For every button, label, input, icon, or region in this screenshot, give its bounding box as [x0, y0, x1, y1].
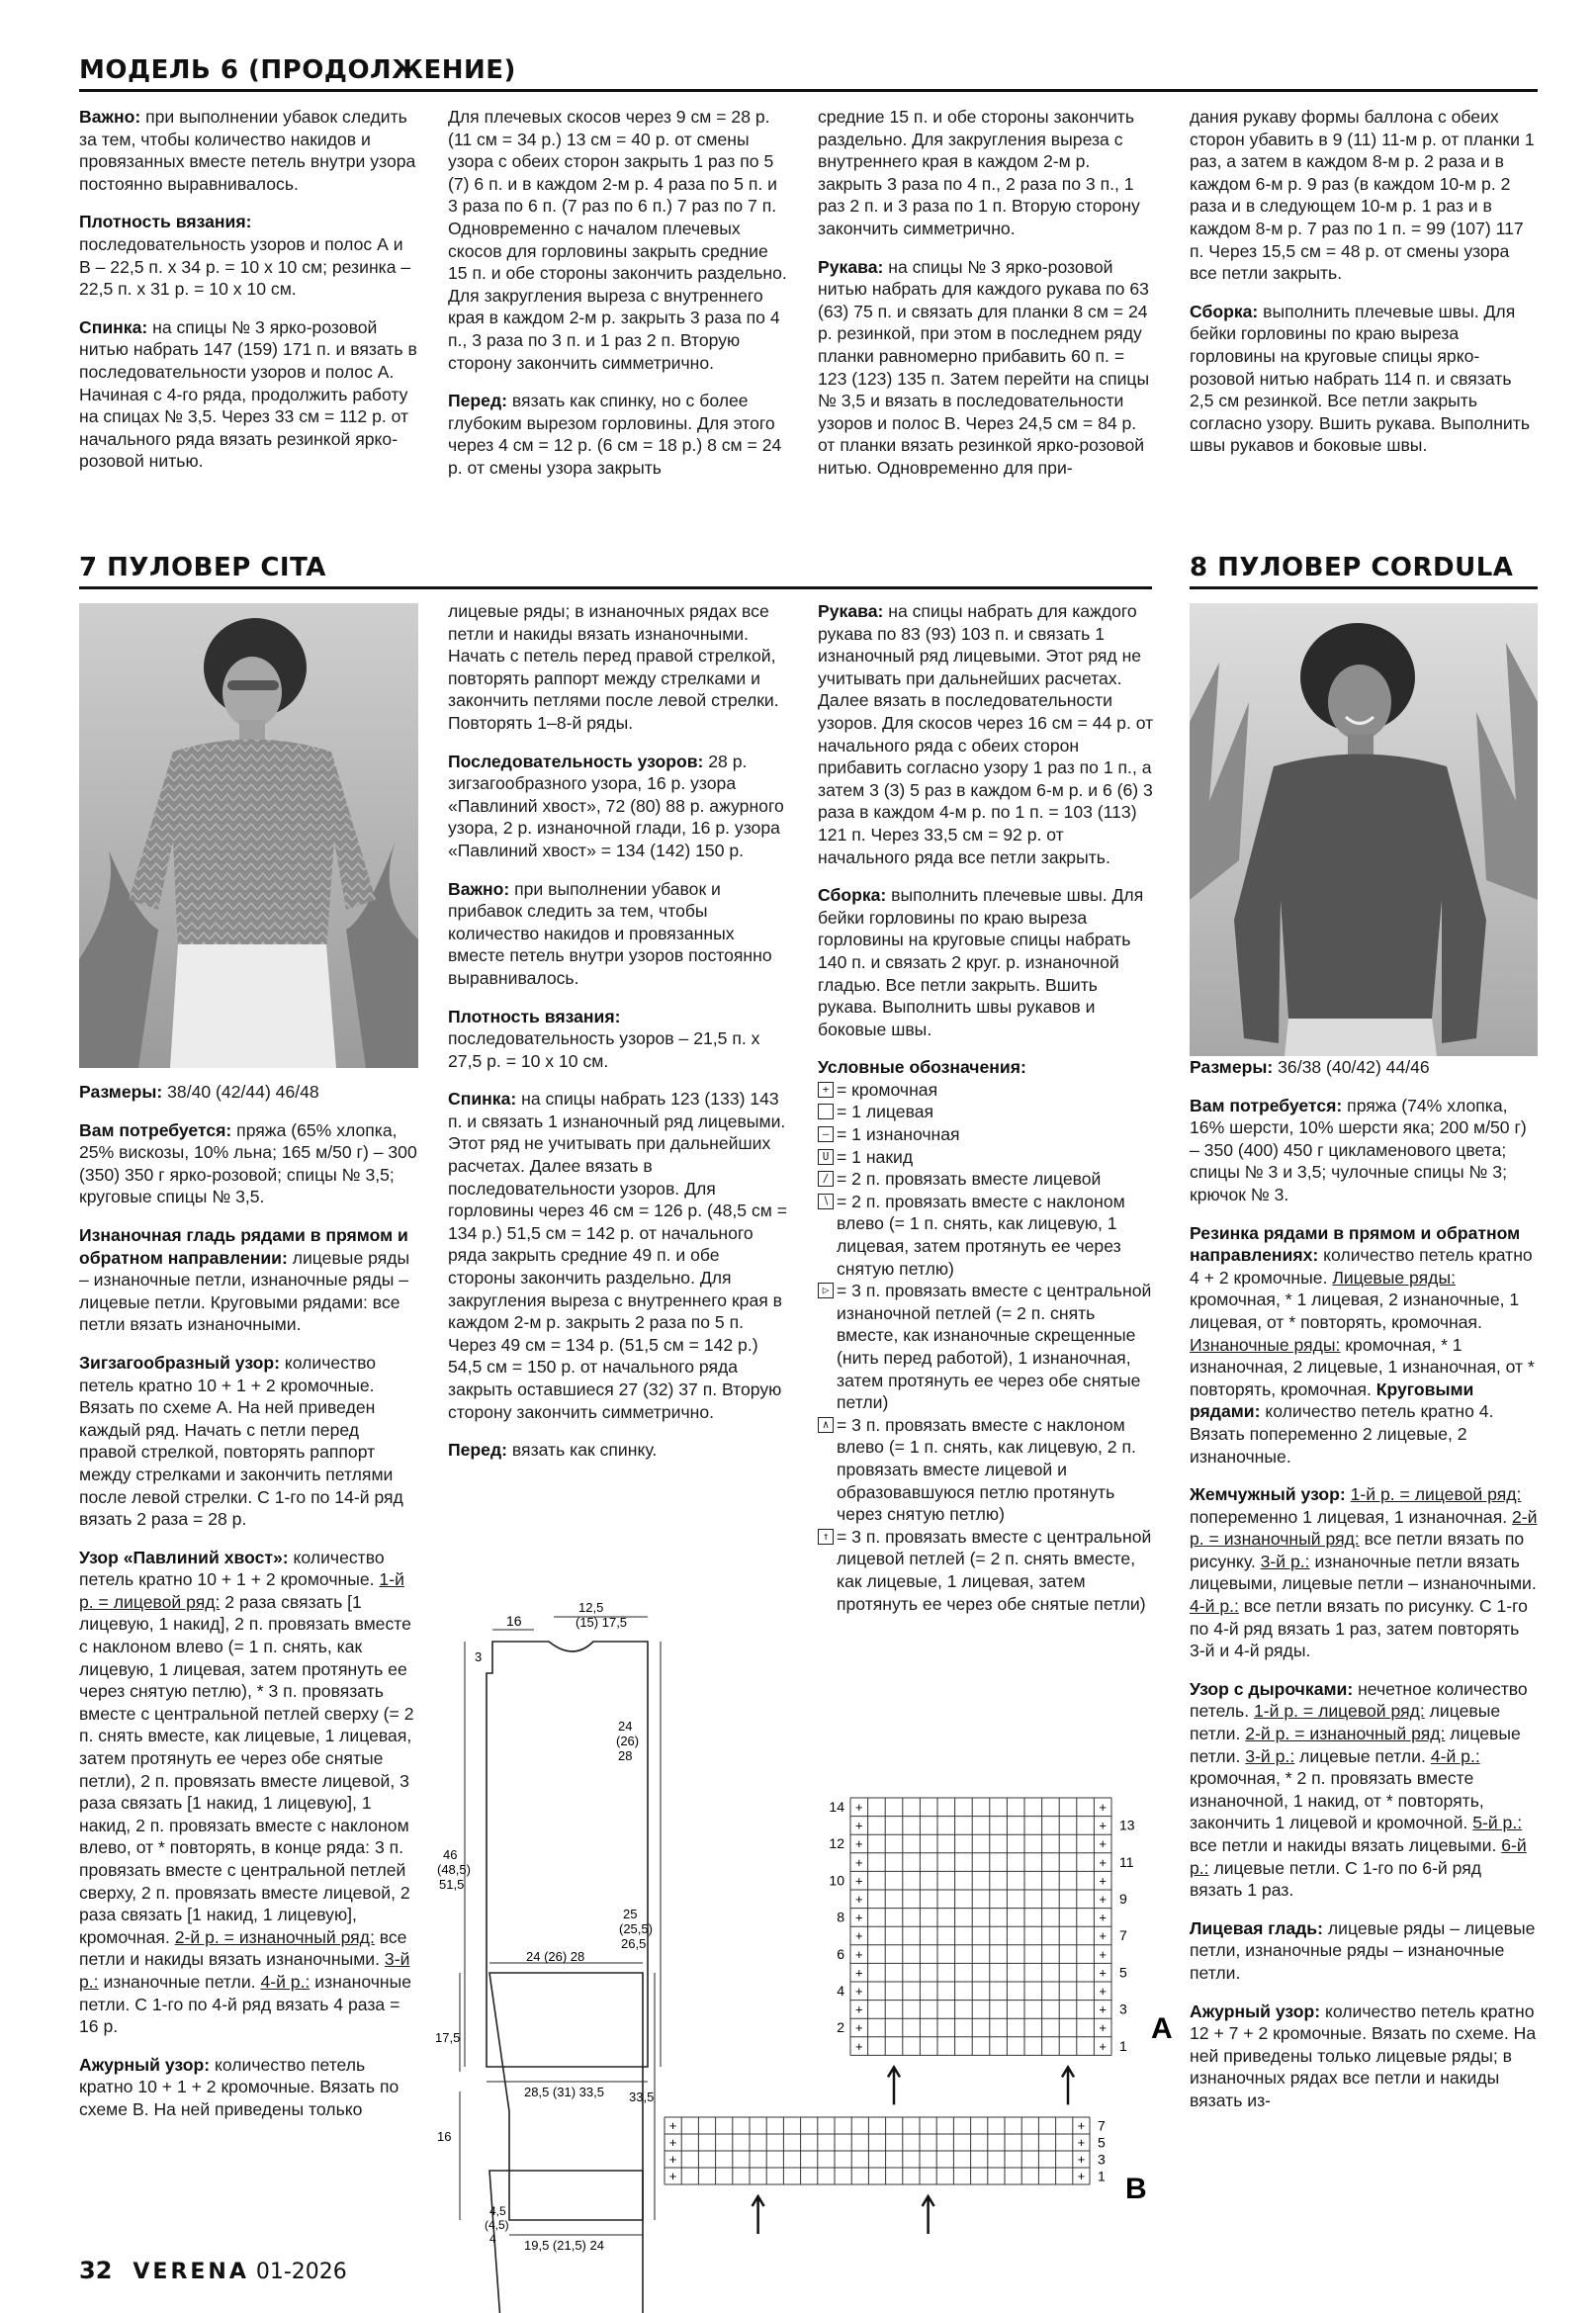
repeat-arrow-icon	[1062, 2067, 1074, 2104]
paragraph: Перед: вязать как спинку, но с более глубоким вырезом горловины. Для этого через 4 см = 12 р. (6 см = 18 р.) 8 см = 24 р. от смены узора закрыть	[448, 391, 782, 478]
model6-column-3	[818, 106, 1157, 521]
edge-stitch-icon: +	[1099, 2002, 1107, 2017]
paragraph: Рукава: на спицы № 3 ярко-розовой нитью набрать для каждого рукава по 63 (63) 75 п. и связать для планки 8 см = 24 р. резинкой, при этом в последнем ряду планки равномерно прибавить 60 п. = 123 (123) 135 п. Затем перейти на спицы № 3,5 и вязать в последовательности узоров и полос В. Через 24,5 см = 84 р. от планки вязать резинкой ярко-розовой нитью. Одновременно для при-	[818, 256, 1150, 478]
section-heading-cita: 7 ПУЛОВЕР CITA	[79, 553, 326, 582]
section-rule-model6	[79, 89, 1538, 92]
edge-stitch-icon: +	[855, 1891, 863, 1907]
chart-a-row-label-right: 3	[1119, 2001, 1127, 2017]
paragraph: Спинка: на спицы набрать 123 (133) 143 п. и связать 1 изнаночный ряд лицевыми. Этот ряд не учитывать при дальнейших расчетах. Далее вязать в последовательности узоров. Для горловины через 46 см = 126 р. (48,5 см = 134 р.) 51,5 см = 142 р. от начального ряда закрыть средние 49 п. и обе стороны закончить раздельно. Для закругления выреза с внутреннего края в каждом 2-м р. закрыть 2 раза по 5 п. Через 49 см = 134 р. (51,5 см = 142 р.) 54,5 см = 150 р. от начального ряда закрыть оставшиеся 27 (32) 37 п. Вторую сторону закончить симметрично.	[448, 1089, 788, 1422]
legend-text: = 2 п. провязать вместе с наклоном влево (= 1 п. снять, как лицевую, 1 лицевая, затем протянуть ее через снятую петлю)	[837, 1191, 1125, 1279]
edge-stitch-icon: +	[1099, 1928, 1107, 1944]
paragraph: Плотность вязания: последовательность узоров – 21,5 п. х 27,5 р. = 10 х 10 см.	[448, 1006, 760, 1071]
page-footer	[79, 2257, 347, 2284]
schema-side-height-2: (25,5)	[619, 1921, 653, 1936]
issue-number: 01-2026	[255, 2260, 347, 2284]
legend-text: = 3 п. провязать вместе с наклоном влево (= 1 п. снять, как лицевую, 2 п. провязать вместе лицевой и образовавшуюся петлю протянуть через снятую петлю)	[837, 1414, 1136, 1525]
chart-b-row-label: 3	[1098, 2151, 1106, 2168]
legend-item	[818, 1168, 1157, 1191]
legend-text: = 1 лицевая	[837, 1102, 934, 1122]
paragraph: Размеры: 38/40 (42/44) 46/48	[79, 1082, 319, 1102]
legend-text: = 2 п. провязать вместе лицевой	[837, 1169, 1102, 1190]
paragraph: лицевые ряды; в изнаночных рядах все петли и накиды вязать изнаночными. Начать с петель перед правой стрелкой, повторять раппорт между стрелками и закончить петлями после левой стрелки. Повторять 1–8-й ряды.	[448, 601, 779, 733]
repeat-arrow-icon	[888, 2067, 900, 2104]
legend-symbol-icon	[818, 1104, 834, 1119]
paragraph: Лицевая гладь: лицевые ряды – лицевые петли, изнаночные ряды – изнаночные петли.	[1190, 1917, 1536, 1983]
schema-neck-drop: 3	[475, 1649, 483, 1664]
section-heading-model6: МОДЕЛЬ 6 (ПРОДОЛЖЕНИЕ)	[79, 55, 516, 85]
legend-symbol-icon: ↑	[818, 1529, 834, 1545]
legend-item	[818, 1414, 1157, 1526]
edge-stitch-icon: +	[1099, 2038, 1107, 2054]
model6-column-1	[79, 106, 418, 521]
edge-stitch-icon: +	[1099, 1891, 1107, 1907]
sleeve-increase-1: 4,5	[489, 2204, 506, 2218]
paragraph: Резинка рядами в прямом и обратном направлениях: количество петель кратно 4 + 2 кромочные. Лицевые ряды: кромочная, * 1 лицевая, 2 изнаночные, 1 лицевая, от * повторять, кромочная. Изнаночные ряды: кромочная, * 1 изнаночная, 2 лицевые, 1 изнаночная, от * повторять, кромочная. Круговыми рядами: количество петель кратно 4. Вязать попеременно 2 лицевые, 2 изнаночные.	[1190, 1222, 1535, 1467]
schema-total-height-3: 51,5	[439, 1877, 465, 1892]
knitting-chart-a	[821, 1788, 1173, 2075]
section-heading-cordula: 8 ПУЛОВЕР CORDULA	[1190, 553, 1514, 582]
chart-b-label: B	[1125, 2173, 1147, 2205]
legend-text: = 1 изнаночная	[837, 1124, 960, 1145]
edge-stitch-icon: +	[1077, 2168, 1086, 2183]
paragraph: Рукава: на спицы набрать для каждого рукава по 83 (93) 103 п. и связать 1 изнаночный ряд лицевыми. Этот ряд не учитывать при дальнейших расчетах. Далее вязать в последовательности узоров. Для скосов через 16 см = 44 р. от начального ряда с обеих сторон прибавить согласно узору 1 раз по 1 п., а затем 3 (3) 5 раз в каждом 6-м р. и 6 (6) 3 раза в каждом 4-м р. по 1 п. = 103 (113) 121 п. Через 33,5 см = 92 р. от начального ряда все петли закрыть.	[818, 601, 1154, 867]
sleeve-increase-2: (4,5)	[485, 2218, 509, 2232]
sleeve-top-width: 24 (26) 28	[526, 1949, 585, 1964]
chart-a-row-label-right: 11	[1119, 1853, 1134, 1870]
edge-stitch-icon: +	[855, 1854, 863, 1870]
paragraph: Перед: вязать как спинку.	[448, 1440, 658, 1461]
paragraph: Последовательность узоров: 28 р. зигзагообразного узора, 16 р. узора «Павлиний хвост», 72 (80) 88 р. ажурного узора, 2 р. изнаночной глади, 16 р. узора «Павлиний хвост» = 134 (142) 150 р.	[448, 751, 784, 860]
knitting-chart-b	[653, 2111, 1157, 2250]
section-rule-cita	[79, 586, 1152, 589]
schema-total-height-2: (48,5)	[437, 1862, 471, 1877]
model6-column-2	[448, 106, 787, 521]
schema-shoulder-width: 16	[506, 1613, 522, 1629]
schema-armhole-height-3: 28	[618, 1748, 633, 1763]
legend-symbol-icon: ∧	[818, 1417, 834, 1433]
paragraph: Важно: при выполнении убавок следить за тем, чтобы количество накидов и провязанных вместе петель внутри узора постоянно выравнивалось.	[79, 107, 416, 194]
chart-a-row-label-right: 13	[1119, 1817, 1135, 1833]
paragraph: средние 15 п. и обе стороны закончить раздельно. Для закругления выреза с внутреннего края в каждом 2-м р. закрыть 3 раза по 4 п., 2 раза по 3 п., 1 раз 2 п. и 3 раза по 1 п. Вторую сторону закончить симметрично.	[818, 107, 1140, 238]
edge-stitch-icon: +	[1099, 1836, 1107, 1852]
chart-a-label: A	[1151, 2011, 1173, 2045]
edge-stitch-icon: +	[1077, 2134, 1086, 2150]
legend-item	[818, 1123, 1157, 1146]
edge-stitch-icon: +	[855, 1928, 863, 1944]
edge-stitch-icon: +	[668, 2134, 677, 2150]
paragraph: Вам потребуется: пряжа (74% хлопка, 16% шерсти, 10% шерсти яка; 200 м/50 г) – 350 (400) 450 г цикламенового цвета; спицы № 3 и 3,5; чулочные спицы № 3; крючок № 3.	[1190, 1095, 1527, 1204]
legend-symbol-icon: –	[818, 1126, 834, 1142]
schema-armhole-height-2: (26)	[616, 1734, 640, 1748]
chart-a-row-label-left: 6	[837, 1945, 844, 1962]
legend-item	[818, 1280, 1157, 1414]
legend-symbol-icon: ▷	[818, 1283, 834, 1298]
schema-bottom-width: 28,5 (31) 33,5	[524, 2085, 604, 2099]
paragraph: Ажурный узор: количество петель кратно 12 + 7 + 2 кромочные. Вязать по схеме. На ней приведены только лицевые ряды; в изнаночных рядах все петли и накиды вязать из-	[1190, 2001, 1537, 2110]
sleeve-bottom-width: 19,5 (21,5) 24	[524, 2238, 604, 2253]
edge-stitch-icon: +	[1099, 1854, 1107, 1870]
edge-stitch-icon: +	[1099, 1873, 1107, 1889]
chart-a-row-label-right: 7	[1119, 1927, 1127, 1944]
paragraph: Вам потребуется: пряжа (65% хлопка, 25% вискозы, 10% льна; 165 м/50 г) – 300 (350) 350 г ярко-розовой; спицы № 3,5; круговые спицы № 3,5.	[79, 1119, 417, 1207]
paragraph: Зигзагообразный узор: количество петель кратно 10 + 1 + 2 кромочные. Вязать по схеме А. На ней приведен каждый ряд. Начать с петли перед правой стрелкой, повторять раппорт между стрелками и закончить петлями после левой стрелки. С 1-го по 14-й ряд вязать 2 раза = 28 р.	[79, 1352, 403, 1530]
magazine-name: VERENA	[133, 2260, 249, 2284]
legend-title: Условные обозначения:	[818, 1057, 1026, 1078]
legend-item	[818, 1101, 1157, 1123]
model6-column-4	[1190, 106, 1538, 521]
legend-text: = 3 п. провязать вместе с центральной лицевой петлей (= 2 п. снять вместе, как лицевые, 1 лицевая, затем протянуть ее через обе снятые петли)	[837, 1526, 1152, 1614]
sleeve-upper-height: 17,5	[435, 2030, 461, 2045]
legend-symbol-icon: ∖	[818, 1194, 834, 1209]
chart-a-row-label-left: 10	[829, 1872, 844, 1889]
edge-stitch-icon: +	[855, 1910, 863, 1925]
paragraph: Важно: при выполнении убавок и прибавок следить за тем, чтобы количество накидов и провязанных вместе петель внутри узоров постоянно выравнивалось.	[448, 878, 772, 988]
chart-b-row-label: 7	[1098, 2117, 1106, 2134]
paragraph: Для плечевых скосов через 9 см = 28 р. (11 см = 34 р.) 13 см = 40 р. от смены узора с обеих сторон закрыть 1 раз по 5 (7) 6 п. и в каждом 2-м р. 4 раза по 5 п. и 3 раза по 6 п. (7 раз по 6 п.) 7 раз по 7 п. Одновременно с началом плечевых скосов для горловины закрыть средние 15 п. и обе стороны закончить раздельно. Для закругления выреза с внутреннего края в каждом 2-м р. закрыть 3 раза по 4 п., 3 раза по 3 п. и 1 раз 2 п. Вторую сторону закончить симметрично.	[448, 107, 787, 373]
schema-armhole-height: 24	[618, 1719, 633, 1734]
chart-a-row-label-right: 1	[1119, 2037, 1127, 2054]
legend-text: = кромочная	[837, 1079, 938, 1100]
chart-a-row-label-left: 12	[829, 1835, 844, 1852]
chart-a-row-label-left: 14	[829, 1798, 844, 1815]
legend-symbol-icon: U	[818, 1149, 834, 1165]
schema-neck-width: 12,5	[578, 1600, 604, 1615]
schema-side-height-3: 26,5	[621, 1936, 647, 1951]
paragraph: Сборка: выполнить плечевые швы. Для бейки горловины по краю выреза горловины на круговые спицы ярко-розовой нитью набрать 114 п. и связать 2,5 см резинкой. Все петли закрыть согласно узору. Вшить рукава. Выполнить швы рукавов и боковые швы.	[1190, 301, 1530, 456]
legend-item	[818, 1191, 1157, 1280]
chart-a-row-label-left: 8	[837, 1909, 844, 1925]
repeat-arrow-icon	[753, 2196, 764, 2234]
cita-column-3	[818, 600, 1157, 1752]
chart-a-grid	[850, 1798, 1111, 2055]
photo-model-cita	[79, 603, 418, 1068]
legend-symbol-icon: ∕	[818, 1171, 834, 1187]
edge-stitch-icon: +	[1099, 1946, 1107, 1962]
paragraph: Плотность вязания: последовательность узоров и полос А и В – 22,5 п. х 34 р. = 10 х 10 см; резинка – 22,5 п. х 31 р. = 10 х 10 см.	[79, 212, 411, 300]
sleeve-total-height: 33,5	[629, 2090, 655, 2104]
edge-stitch-icon: +	[1077, 2151, 1086, 2167]
paragraph: Жемчужный узор: 1-й р. = лицевой ряд: попеременно 1 лицевая, 1 изнаночная. 2-й р. = изнаночный ряд: все петли вязать по рисунку. 3-й р.: изнаночные петли вязать лицевыми, лицевые петли – изнаночными. 4-й р.: все петли вязать по рисунку. С 1-го по 4-й ряд вязать 1 раз, затем повторять 3-й и 4-й ряды.	[1190, 1484, 1538, 1661]
chart-a-row-label-left: 4	[837, 1982, 844, 1999]
cordula-column	[1190, 1056, 1538, 2248]
repeat-arrow-icon	[923, 2196, 934, 2234]
edge-stitch-icon: +	[855, 1983, 863, 1999]
edge-stitch-icon: +	[855, 2038, 863, 2054]
legend-text: = 1 накид	[837, 1146, 914, 1167]
paragraph: Изнаночная гладь рядами в прямом и обратном направлении: лицевые ряды – изнаночные петли, изнаночные ряды – лицевые петли. Круговыми рядами: все петли вязать изнаночными.	[79, 1224, 410, 1335]
legend-item	[818, 1146, 1157, 1169]
edge-stitch-icon: +	[855, 1965, 863, 1981]
edge-stitch-icon: +	[855, 1873, 863, 1889]
legend-symbol-icon: +	[818, 1082, 834, 1098]
paragraph: Сборка: выполнить плечевые швы. Для бейки горловины по краю выреза горловины на круговые спицы набрать 140 п. и связать 2 круг. р. изнаночной гладью. Все петли закрыть. Вшить рукава. Выполнить швы рукавов и боковые швы.	[818, 885, 1144, 1039]
photo-model-cordula	[1190, 603, 1538, 1056]
paragraph: Спинка: на спицы № 3 ярко-розовой нитью набрать 147 (159) 171 п. и вязать в последовательности узоров и полос А. Начиная с 4-го ряда, продолжить работу на спицах № 3,5. Через 33 см = 112 р. от начального ряда вязать резинкой ярко-розовой нитью.	[79, 316, 417, 472]
section-rule-cordula	[1190, 586, 1538, 589]
edge-stitch-icon: +	[1099, 1910, 1107, 1925]
edge-stitch-icon: +	[855, 2020, 863, 2036]
paragraph: дания рукаву формы баллона с обеих сторон убавить в 9 (11) 11-м р. от планки 1 раз, а затем в каждом 8-м р. 2 раза и в каждом 6-м р. 9 раз (в каждом 10-м р. 2 раза и в следующем 10-м р. 1 раз и в каждом 8-м р. 7 раз по 1 п. = 99 (107) 117 п. Через 15,5 см = 48 р. от смены узора все петли закрыть.	[1190, 107, 1535, 284]
sleeve-schema	[435, 1943, 663, 2253]
edge-stitch-icon: +	[1099, 1799, 1107, 1815]
schema-side-height: 25	[623, 1907, 638, 1921]
chart-b-grid	[665, 2117, 1090, 2184]
paragraph: Узор с дырочками: нечетное количество петель. 1-й р. = лицевой ряд: лицевые петли. 2-й р. = изнаночный ряд: лицевые петли. 3-й р.: лицевые петли. 4-й р.: кромочная, * 2 п. провязать вместе изнаночной, 1 накид, от * повторять, закончить 1 лицевой и кромочной. 5-й р.: все петли и накиды вязать лицевыми. 6-й р.: лицевые петли. С 1-го по 6-й ряд вязать 1 раз.	[1190, 1678, 1528, 1901]
edge-stitch-icon: +	[855, 1836, 863, 1852]
legend-text: = 3 п. провязать вместе с центральной изнаночной петлей (= 2 п. снять вместе, как изнаночные скрещенные (нить перед работой), 1 изнаночная, затем протянуть ее через обе снятые петли)	[837, 1281, 1152, 1413]
edge-stitch-icon: +	[668, 2151, 677, 2167]
cita-column-2	[448, 600, 787, 1569]
page-number: 32	[79, 2257, 113, 2284]
chart-b-row-label: 1	[1098, 2168, 1106, 2184]
edge-stitch-icon: +	[855, 1799, 863, 1815]
edge-stitch-icon: +	[1077, 2117, 1086, 2133]
cita-column-1	[79, 1081, 418, 2248]
edge-stitch-icon: +	[855, 1818, 863, 1833]
edge-stitch-icon: +	[668, 2168, 677, 2183]
schema-total-height: 46	[443, 1847, 458, 1862]
edge-stitch-icon: +	[1099, 1983, 1107, 1999]
legend-item	[818, 1079, 1157, 1102]
chart-a-row-label-left: 2	[837, 2019, 844, 2036]
edge-stitch-icon: +	[668, 2117, 677, 2133]
sleeve-increase-3: 4	[489, 2232, 496, 2246]
schema-neck-width-sizes: (15) 17,5	[576, 1615, 628, 1630]
edge-stitch-icon: +	[855, 2002, 863, 2017]
paragraph: Размеры: 36/38 (40/42) 44/46	[1190, 1057, 1430, 1077]
paragraph: Узор «Павлиний хвост»: количество петель кратно 10 + 1 + 2 кромочные. 1-й р. = лицевой ряд: 2 раза связать [1 лицевую, 1 накид], 2 п. провязать вместе с наклоном влево (= 1 п. снять, как лицевую, 1 лицевая, затем протянуть ее через снятую петлю), * 3 п. провязать вместе с центральной петлей сверху (= 2 п. снять вместе, как лицевые, 1 лицевая, затем протянуть ее через обе снятые петли), 2 п. провязать вместе лицевой, 3 раза связать [1 накид, 1 лицевую], 1 накид, 2 п. провязать вместе с наклоном влево, от * повторять, в конце ряда: 3 п. провязать вместе с центральной петлей сверху, 2 п. провязать вместе лицевой, 2 раза связать [1 накид, 1 лицевую], кромочная. 2-й р. = изнаночный ряд: все петли и накиды вязать изнаночными. 3-й р.: изнаночные петли. 4-й р.: изнаночные петли. С 1-го по 4-й ряд вязать 4 раза = 16 р.	[79, 1547, 414, 2037]
legend-item	[818, 1526, 1157, 1615]
edge-stitch-icon: +	[1099, 1818, 1107, 1833]
edge-stitch-icon: +	[1099, 1965, 1107, 1981]
edge-stitch-icon: +	[855, 1946, 863, 1962]
sleeve-lower-height: 16	[437, 2129, 452, 2144]
legend-list	[818, 1079, 1157, 1615]
chart-a-row-label-right: 9	[1119, 1890, 1127, 1907]
chart-b-row-label: 5	[1098, 2134, 1106, 2151]
paragraph: Ажурный узор: количество петель кратно 10 + 1 + 2 кромочные. Вязать по схеме В. На ней приведены только	[79, 2054, 399, 2119]
chart-a-row-label-right: 5	[1119, 1964, 1127, 1981]
edge-stitch-icon: +	[1099, 2020, 1107, 2036]
